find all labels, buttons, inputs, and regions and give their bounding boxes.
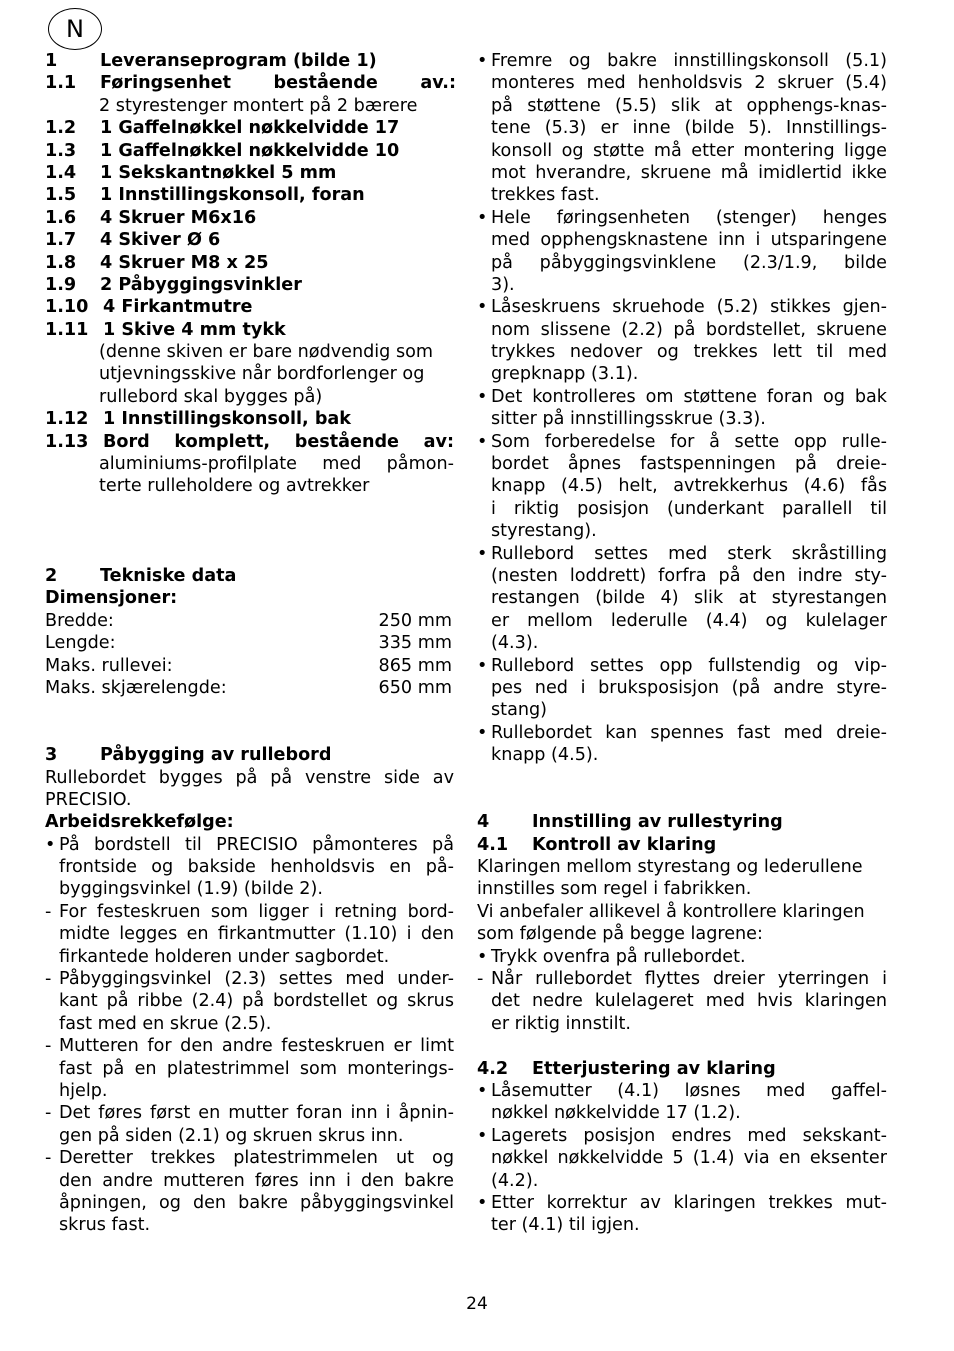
bullet-icon: • [477,655,488,676]
list-item: • Det kontrolleres om støttene foran og bak sitter på innstillingsskrue (3.3). [477,386,887,430]
list-item: - Når rullebordet flyttes dreier yterringen i det nedre kulelageret med hvis klaringen er riktig innstilt. [477,969,887,1034]
dim-row-max-cut-length: Maks. skjærelengde: 650 mm [45,677,452,698]
list-item: • Rullebord settes opp fullstendig og vip- pes ned i bruksposisjon (på andre styre- stang) [477,655,887,721]
bullet-icon: • [45,834,56,855]
item-1-5: 1.5 1 Innstillingskonsoll, foran [45,185,365,206]
bullet-icon: • [477,1125,488,1146]
item-1-13-cont-2: terte rulleholdere og avtrekker [99,476,370,497]
item-1-4: 1.4 1 Sekskantnøkkel 5 mm [45,162,337,183]
left-column [45,50,454,1237]
list-item: • Låsemutter (4.1) løsnes med gaffel- nøkkel nøkkelvidde 17 (1.2). [477,1081,887,1124]
section-3-intro-1: Rullebordet bygges på på venstre side av [45,767,454,788]
list-item: • Etter korrektur av klaringen trekkes mut- ter (4.1) til igjen. [477,1192,887,1236]
dim-row-width: Bredde: 250 mm [45,610,452,631]
dash-icon: - [45,1148,52,1169]
dash-icon: - [45,1036,52,1057]
right-column [477,50,887,1237]
item-1-7: 1.7 4 Skiver Ø 6 [45,230,221,251]
section-1-heading: 1 Leveranseprogram (bilde 1) [45,51,377,71]
list-item: • Rullebord settes med sterk skråstilling (nesten loddrett) forfra på den indre sty- restangen (bilde 4) slik at styrestangen er mellom lederulle (4.4) og kulelager (4.3). [477,543,887,654]
item-1-11-cont-3: rullebord skal bygges på) [99,386,323,407]
bullet-icon: • [477,1192,488,1213]
item-1-11-cont-2: utjevningsskive når bordforlenger og [99,364,425,385]
section-4-1-para-1b: innstilles som regel i fabrikken. [477,879,752,900]
dim-row-length: Lengde: 335 mm [45,633,452,654]
item-1-8: 1.8 4 Skruer M8 x 25 [45,252,269,273]
dim-row-max-travel: Maks. rullevei: 865 mm [45,655,452,676]
item-1-1-cont: 2 styrestenger montert på 2 bærere [99,95,418,116]
section-3-heading: 3 Påbygging av rullebord [45,745,332,766]
item-1-3: 1.3 1 Gaffelnøkkel nøkkelvidde 10 [45,140,400,161]
list-item: • På bordstell til PRECISIO påmonteres på frontside og bakside henholdsvis en på- byggingsvinkel (1.9) (bilde 2). [45,834,454,900]
list-item: • Hele føringsenheten (stenger) henges med opphengsknastene inn i utsparingene på påbyggingsvinklene (2.3/1.9, bilde 3). [477,207,887,295]
item-1-1: 1.1 Føringsenhet bestående av.: [45,73,456,94]
work-order-heading: Arbeidsrekkefølge: [45,812,234,833]
section-2-heading: 2 Tekniske data [45,566,237,586]
bullet-icon: • [477,207,488,228]
section-3-intro-2: PRECISIO. [45,789,132,810]
item-1-10: 1.10 4 Firkantmutre [45,297,253,318]
bullet-icon: • [477,1081,488,1101]
item-1-13: 1.13 Bord komplett, bestående av: [45,431,454,452]
list-item: • Låseskruens skruehode (5.2) stikkes gjen- nom slissene (2.2) på bordstellet, skruene trykkes nedover og trekkes lett til med grepknapp (3.1). [477,297,887,385]
list-item: - For festeskruen som ligger i retning bord- midte legges en firkantmutter (1.10) i den firkantede holderen under sagbordet. [45,901,454,967]
language-badge [48,8,102,50]
bullet-icon: • [477,431,488,452]
dash-icon: - [45,969,52,990]
list-item: • Fremre og bakre innstillingskonsoll (5.1) monteres med henholdsvis 2 skruer (5.4) på støttene (5.5) slik at opphengs-knas- tene (5.3) er inne (bilde 5). Innstillings- konsoll og støtte må etter montering ligge mot hverandre, skruene må imidlertid ikke trekkes fast. [477,51,887,206]
item-1-9: 1.9 2 Påbyggingsvinkler [45,274,302,295]
language-badge-label: N [66,15,84,43]
bullet-icon: • [477,386,488,407]
section-4-2-heading: 4.2 Etterjustering av klaring [477,1058,776,1079]
section-4-1-para-2b: som følgende på begge lagrene: [477,924,763,945]
bullet-icon: • [477,51,488,71]
section-4-heading: 4 Innstilling av rullestyring [477,812,783,833]
item-1-2: 1.2 1 Gaffelnøkkel nøkkelvidde 17 [45,118,400,139]
dimensions-heading: Dimensjoner: [45,588,178,609]
list-item: • Rullebordet kan spennes fast med dreie- knapp (4.5). [477,722,887,766]
page-number: 24 [466,1294,488,1314]
section-4-1-para-1a: Klaringen mellom styrestang og lederullene [477,857,863,878]
list-item: - Påbyggingsvinkel (2.3) settes med under- kant på ribbe (2.4) på bordstellet og skrus fast med en skrue (2.5). [45,969,454,1034]
item-1-11-cont-1: (denne skiven er bare nødvendig som [99,342,434,363]
dash-icon: - [45,1103,52,1124]
list-item: • Som forberedelse for å sette opp rulle- bordet åpnes fastspenningen på dreie- knapp (4.5) helt, avtrekkerhus (4.6) fås i riktig posisjon (underkant parallell til styrestang). [477,431,887,542]
bullet-icon: • [477,297,488,318]
bullet-icon: • [477,722,488,743]
item-1-12: 1.12 1 Innstillingskonsoll, bak [45,409,351,430]
dash-icon: - [45,901,52,922]
list-item: • Trykk ovenfra på rullebordet. [477,946,746,967]
list-item: • Lagerets posisjon endres med sekskant- nøkkel nøkkelvidde 5 (1.4) via en eksenter (4.2). [477,1125,887,1191]
section-4-1-para-2a: Vi anbefaler allikevel å kontrollere klaringen [477,901,865,922]
section-4-1-heading: 4.1 Kontroll av klaring [477,834,717,855]
bullet-icon: • [477,946,488,967]
list-item: - Deretter trekkes platestrimmelen ut og den andre mutteren føres inn i den bakre åpningen, og den bakre påbyggingsvinkel skrus fast. [45,1148,454,1236]
list-item: - Det føres først en mutter foran inn i åpnin- gen på siden (2.1) og skruen skrus inn. [45,1103,454,1146]
dash-icon: - [477,969,484,990]
item-1-6: 1.6 4 Skruer M6x16 [45,207,257,228]
item-1-13-cont-1: aluminiums-profilplate med påmon- [99,454,454,475]
bullet-icon: • [477,543,488,564]
list-item: - Mutteren for den andre festeskruen er limt fast på en platestrimmel som monterings- hjelp. [45,1036,454,1101]
item-1-11: 1.11 1 Skive 4 mm tykk [45,319,286,340]
